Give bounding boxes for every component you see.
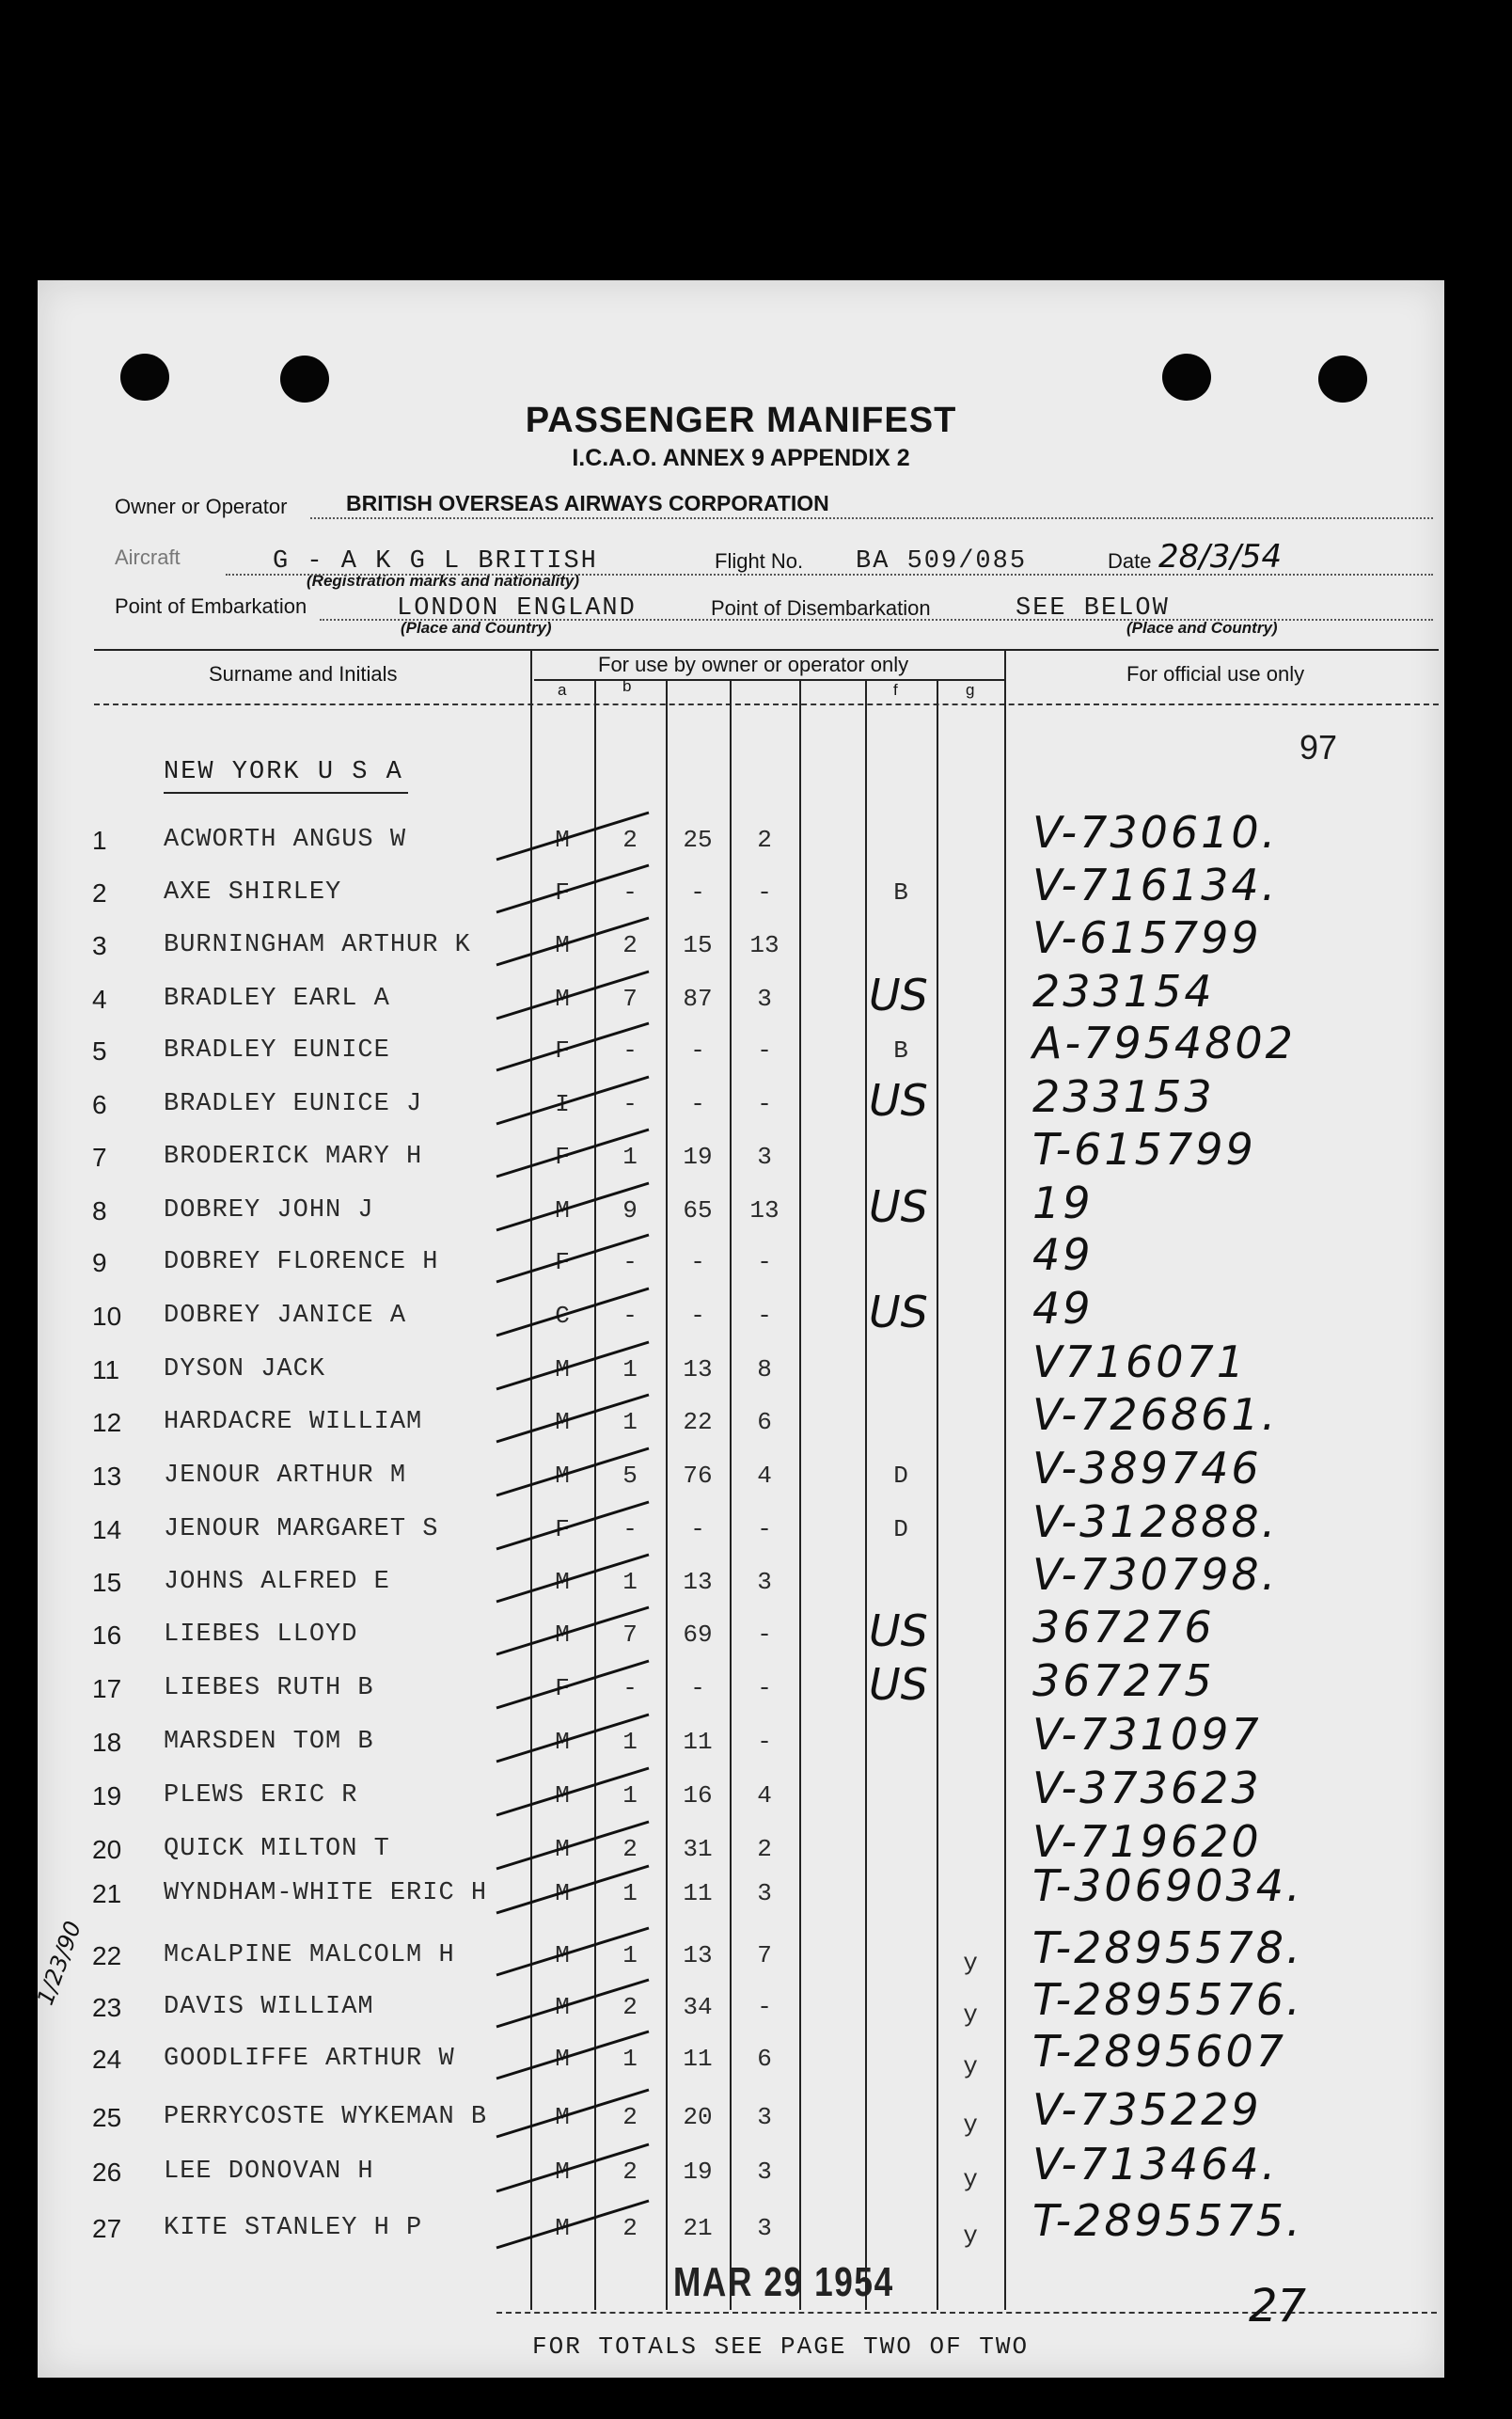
cell-b: 1: [622, 1143, 638, 1171]
passenger-name: LEE DONOVAN H: [164, 2158, 374, 2186]
row-number: 25: [92, 2103, 122, 2132]
aircraft-label: Aircraft: [115, 545, 181, 569]
cell-b: 2: [622, 931, 638, 959]
passenger-name: PLEWS ERIC R: [164, 1781, 358, 1810]
passenger-name: McALPINE MALCOLM H: [164, 1941, 455, 1969]
cell-d: -: [757, 1993, 772, 2021]
sex-cell: M: [555, 2158, 570, 2186]
cell-d: 3: [757, 1879, 772, 1907]
row-number: 13: [92, 1462, 122, 1491]
cell-d: 7: [757, 1941, 772, 1969]
check-tick: [496, 865, 649, 912]
cell-c: 11: [683, 1879, 713, 1907]
cell-d: 8: [757, 1355, 772, 1383]
passenger-name: DYSON JACK: [164, 1355, 326, 1383]
sex-cell: F: [555, 1036, 570, 1065]
official-number: 233154: [1032, 966, 1215, 1017]
col-operator-header: For use by owner or operator only: [598, 653, 909, 676]
cell-d: 4: [757, 1781, 772, 1810]
cell-d: 6: [757, 1408, 772, 1436]
check-tick: [496, 1866, 649, 1913]
check-tick: [496, 2201, 649, 2248]
row-number: 27: [92, 2214, 122, 2243]
flight-label: Flight No.: [715, 549, 804, 573]
sex-cell: M: [555, 1728, 570, 1756]
cell-b: 1: [622, 2045, 638, 2073]
sex-cell: F: [555, 1143, 570, 1171]
cell-b: -: [622, 878, 638, 907]
passenger-name: BRADLEY EUNICE: [164, 1036, 390, 1065]
cell-g: y: [963, 2052, 978, 2080]
sex-cell: F: [555, 1248, 570, 1276]
cell-d: 13: [749, 931, 780, 959]
cell-c: 22: [683, 1408, 713, 1436]
cell-c: 13: [683, 1568, 713, 1596]
official-number: V-730610.: [1032, 807, 1279, 858]
row-number: 10: [92, 1302, 122, 1331]
cell-f: B: [893, 1036, 908, 1065]
cell-b: 2: [622, 826, 638, 854]
margin-note: 1/23/90: [32, 1918, 87, 2009]
cell-c: -: [690, 1515, 705, 1543]
check-tick: [496, 1289, 649, 1336]
sex-cell: M: [555, 1941, 570, 1969]
cell-d: 3: [757, 1143, 772, 1171]
cell-b: 1: [622, 1941, 638, 1969]
cell-c: 34: [683, 1993, 713, 2021]
date-value: 28/3/54: [1158, 538, 1283, 576]
cell-d: 4: [757, 1462, 772, 1490]
check-tick: [496, 1555, 649, 1602]
sex-cell: M: [555, 1568, 570, 1596]
passenger-name: BRODERICK MARY H: [164, 1143, 423, 1171]
check-tick: [496, 1928, 649, 1975]
nationality-mark: US: [869, 1287, 928, 1337]
cell-d: -: [757, 1621, 772, 1649]
official-number: V-373623: [1032, 1763, 1262, 1813]
cell-b: -: [622, 1674, 638, 1702]
check-tick: [496, 1768, 649, 1815]
cell-d: 2: [757, 1835, 772, 1863]
row-number: 26: [92, 2158, 122, 2187]
passenger-name: GOODLIFFE ARTHUR W: [164, 2045, 455, 2073]
embark-value: LONDON ENGLAND: [397, 594, 637, 623]
col-official-header: For official use only: [1126, 662, 1305, 686]
cell-g: y: [963, 1949, 978, 1977]
cell-b: 1: [622, 1408, 638, 1436]
sex-cell: M: [555, 1835, 570, 1863]
cell-d: 6: [757, 2045, 772, 2073]
passenger-name: LIEBES LLOYD: [164, 1621, 358, 1649]
cell-c: -: [690, 1090, 705, 1118]
official-number: T-2895578.: [1032, 1922, 1303, 1973]
check-tick: [496, 2144, 649, 2191]
embark-hint: (Place and Country): [401, 619, 552, 637]
cell-c: 19: [683, 2158, 713, 2186]
row-number: 14: [92, 1515, 122, 1544]
owner-label: Owner or Operator: [115, 495, 288, 518]
cell-f: D: [893, 1515, 908, 1543]
cell-d: 3: [757, 1568, 772, 1596]
cell-b: -: [622, 1248, 638, 1276]
passenger-name: BRADLEY EARL A: [164, 985, 390, 1013]
tick-marks: [38, 280, 1444, 2378]
aircraft-hint: (Registration marks and nationality): [307, 572, 579, 590]
passenger-name: DOBREY JOHN J: [164, 1196, 374, 1225]
cell-c: -: [690, 1248, 705, 1276]
passenger-name: BURNINGHAM ARTHUR K: [164, 931, 471, 959]
embark-label: Point of Embarkation: [115, 594, 307, 618]
cell-d: -: [757, 1090, 772, 1118]
sex-cell: M: [555, 1196, 570, 1225]
official-number: T-2895575.: [1032, 2195, 1303, 2246]
cell-b: 2: [622, 2103, 638, 2131]
row-number: 15: [92, 1568, 122, 1597]
row-number: 12: [92, 1408, 122, 1437]
cell-c: 19: [683, 1143, 713, 1171]
cell-d: -: [757, 1248, 772, 1276]
cell-b: -: [622, 1036, 638, 1065]
official-number: V716071: [1032, 1336, 1248, 1387]
cell-b: -: [622, 1515, 638, 1543]
cell-g: y: [963, 2000, 978, 2029]
row-number: 19: [92, 1781, 122, 1810]
check-tick: [496, 1235, 649, 1282]
cell-c: 16: [683, 1781, 713, 1810]
check-tick: [496, 1448, 649, 1495]
cell-c: 13: [683, 1355, 713, 1383]
cell-b: -: [622, 1090, 638, 1118]
passenger-name: HARDACRE WILLIAM: [164, 1408, 423, 1436]
sex-cell: I: [555, 1090, 570, 1118]
check-tick: [496, 1822, 649, 1869]
row-number: 4: [92, 985, 107, 1014]
sex-cell: M: [555, 985, 570, 1013]
cell-c: 76: [683, 1462, 713, 1490]
cell-c: -: [690, 1674, 705, 1702]
row-number: 1: [92, 826, 107, 855]
cell-b: 1: [622, 1879, 638, 1907]
cell-g: y: [963, 2165, 978, 2193]
official-number: 367275: [1032, 1655, 1215, 1706]
row-number: 9: [92, 1248, 107, 1277]
cell-d: 13: [749, 1196, 780, 1225]
official-number: V-730798.: [1032, 1549, 1279, 1600]
check-tick: [496, 1130, 649, 1177]
subcol-f: f: [893, 681, 898, 699]
cell-b: 7: [622, 1621, 638, 1649]
cell-c: 11: [683, 1728, 713, 1756]
cell-c: -: [690, 1302, 705, 1330]
passenger-name: JOHNS ALFRED E: [164, 1568, 390, 1596]
row-number: 16: [92, 1621, 122, 1650]
check-tick: [496, 813, 649, 860]
cell-g: y: [963, 2221, 978, 2250]
flight-value: BA 509/085: [856, 547, 1028, 576]
section-heading: NEW YORK U S A: [164, 758, 403, 786]
sex-cell: M: [555, 826, 570, 854]
sex-cell: M: [555, 1621, 570, 1649]
cell-c: 15: [683, 931, 713, 959]
sex-cell: M: [555, 931, 570, 959]
cell-d: -: [757, 1674, 772, 1702]
passenger-name: JENOUR ARTHUR M: [164, 1462, 407, 1490]
total-count: 27: [1249, 2280, 1307, 2332]
sex-cell: F: [555, 1674, 570, 1702]
cell-b: 7: [622, 985, 638, 1013]
check-tick: [496, 1980, 649, 2027]
cell-c: 25: [683, 826, 713, 854]
cell-c: -: [690, 1036, 705, 1065]
check-tick: [496, 1715, 649, 1762]
check-tick: [496, 2032, 649, 2079]
subcol-g: g: [966, 681, 975, 699]
check-tick: [496, 2090, 649, 2137]
cell-b: 2: [622, 1993, 638, 2021]
nationality-mark: US: [869, 970, 928, 1020]
page-title: PASSENGER MANIFEST: [525, 401, 957, 440]
sex-cell: M: [555, 1355, 570, 1383]
disembark-value: SEE BELOW: [1016, 594, 1170, 623]
row-number: 3: [92, 931, 107, 960]
cell-d: -: [757, 1036, 772, 1065]
cell-b: 2: [622, 1835, 638, 1863]
cell-b: 2: [622, 2158, 638, 2186]
owner-value: BRITISH OVERSEAS AIRWAYS CORPORATION: [346, 491, 829, 515]
official-number: T-2895576.: [1032, 1974, 1303, 2025]
check-tick: [496, 918, 649, 965]
official-number: V-735229: [1032, 2084, 1262, 2135]
official-number: A-7954802: [1032, 1018, 1296, 1068]
cell-c: 11: [683, 2045, 713, 2073]
official-number: V-312888.: [1032, 1496, 1279, 1547]
official-number: V-713464.: [1032, 2139, 1279, 2190]
official-number: T-2895607: [1032, 2026, 1287, 2077]
col-name-header: Surname and Initials: [209, 662, 398, 686]
cell-d: 3: [757, 2103, 772, 2131]
official-number: V-716134.: [1032, 860, 1279, 910]
cell-d: -: [757, 878, 772, 907]
cell-c: 69: [683, 1621, 713, 1649]
cell-d: -: [757, 1728, 772, 1756]
check-tick: [496, 1395, 649, 1442]
nationality-mark: US: [869, 1659, 928, 1710]
passenger-name: JENOUR MARGARET S: [164, 1515, 439, 1543]
cell-b: 5: [622, 1462, 638, 1490]
row-number: 7: [92, 1143, 107, 1172]
passenger-name: MARSDEN TOM B: [164, 1728, 374, 1756]
disembark-label: Point of Disembarkation: [711, 596, 931, 620]
official-number: 49: [1032, 1283, 1094, 1334]
sex-cell: F: [555, 1515, 570, 1543]
official-number: V-731097: [1032, 1709, 1262, 1760]
official-number: 367276: [1032, 1602, 1215, 1652]
row-number: 6: [92, 1090, 107, 1119]
passenger-name: LIEBES RUTH B: [164, 1674, 374, 1702]
passenger-name: ACWORTH ANGUS W: [164, 826, 407, 854]
check-tick: [496, 972, 649, 1019]
passenger-name: WYNDHAM-WHITE ERIC H: [164, 1879, 488, 1907]
date-stamp: MAR 29 1954: [673, 2259, 894, 2305]
subcol-a: a: [558, 681, 567, 699]
official-number: V-719620: [1032, 1816, 1262, 1867]
cell-b: 9: [622, 1196, 638, 1225]
cell-g: y: [963, 2111, 978, 2139]
passenger-name: DOBREY JANICE A: [164, 1302, 407, 1330]
disembark-hint: (Place and Country): [1126, 619, 1278, 637]
row-number: 18: [92, 1728, 122, 1757]
cell-c: 20: [683, 2103, 713, 2131]
row-number: 11: [92, 1355, 120, 1384]
row-number: 21: [92, 1879, 122, 1908]
sex-cell: M: [555, 1408, 570, 1436]
passenger-name: BRADLEY EUNICE J: [164, 1090, 423, 1118]
cell-c: -: [690, 878, 705, 907]
cell-f: B: [893, 878, 908, 907]
row-number: 23: [92, 1993, 122, 2022]
sex-cell: M: [555, 1462, 570, 1490]
check-tick: [496, 1502, 649, 1549]
official-number: 19: [1032, 1178, 1094, 1228]
row-number: 5: [92, 1036, 107, 1066]
nationality-mark: US: [869, 1181, 928, 1232]
cell-d: -: [757, 1515, 772, 1543]
row-number: 22: [92, 1941, 122, 1970]
sex-cell: M: [555, 2214, 570, 2242]
page-subtitle: I.C.A.O. ANNEX 9 APPENDIX 2: [572, 445, 910, 471]
passenger-name: DAVIS WILLIAM: [164, 1993, 374, 2021]
manifest-sheet: [32, 280, 1444, 2378]
sex-cell: C: [555, 1302, 570, 1330]
row-number: 17: [92, 1674, 122, 1703]
sex-cell: F: [555, 878, 570, 907]
cell-c: 65: [683, 1196, 713, 1225]
page-number: 97: [1299, 728, 1338, 767]
cell-b: 1: [622, 1781, 638, 1810]
official-number: 233153: [1032, 1071, 1215, 1122]
sex-cell: M: [555, 2103, 570, 2131]
check-tick: [496, 1077, 649, 1124]
sex-cell: M: [555, 1781, 570, 1810]
official-number: V-389746: [1032, 1443, 1262, 1494]
official-number: V-615799: [1032, 912, 1262, 963]
sex-cell: M: [555, 2045, 570, 2073]
aircraft-value: G - A K G L BRITISH: [273, 547, 598, 576]
cell-d: 2: [757, 826, 772, 854]
row-number: 20: [92, 1835, 122, 1864]
official-number: 49: [1032, 1229, 1094, 1280]
subcol-b: b: [622, 677, 632, 695]
cell-c: 31: [683, 1835, 713, 1863]
cell-f: D: [893, 1462, 908, 1490]
check-tick: [496, 1661, 649, 1708]
passenger-name: DOBREY FLORENCE H: [164, 1248, 439, 1276]
cell-b: 1: [622, 1355, 638, 1383]
nationality-mark: US: [869, 1075, 928, 1126]
sex-cell: M: [555, 1879, 570, 1907]
passenger-name: QUICK MILTON T: [164, 1835, 390, 1863]
cell-b: 2: [622, 2214, 638, 2242]
cell-d: -: [757, 1302, 772, 1330]
sex-cell: M: [555, 1993, 570, 2021]
official-number: V-726861.: [1032, 1389, 1279, 1440]
official-number: T-615799: [1032, 1124, 1256, 1175]
cell-c: 87: [683, 985, 713, 1013]
row-number: 2: [92, 878, 107, 908]
cell-c: 13: [683, 1941, 713, 1969]
passenger-name: KITE STANLEY H P: [164, 2214, 423, 2242]
passenger-name: AXE SHIRLEY: [164, 878, 342, 907]
check-tick: [496, 1183, 649, 1230]
cell-d: 3: [757, 2158, 772, 2186]
cell-d: 3: [757, 985, 772, 1013]
check-tick: [496, 1342, 649, 1389]
row-number: 8: [92, 1196, 107, 1225]
date-label: Date: [1108, 549, 1152, 573]
cell-b: -: [622, 1302, 638, 1330]
check-tick: [496, 1607, 649, 1654]
cell-d: 3: [757, 2214, 772, 2242]
row-number: 24: [92, 2045, 122, 2074]
footer-text: FOR TOTALS SEE PAGE TWO OF TWO: [532, 2332, 1030, 2361]
check-tick: [496, 1023, 649, 1070]
official-number: T-3069034.: [1032, 1860, 1303, 1911]
cell-c: 21: [683, 2214, 713, 2242]
nationality-mark: US: [869, 1605, 928, 1656]
passenger-name: PERRYCOSTE WYKEMAN B: [164, 2103, 488, 2131]
cell-b: 1: [622, 1568, 638, 1596]
cell-b: 1: [622, 1728, 638, 1756]
